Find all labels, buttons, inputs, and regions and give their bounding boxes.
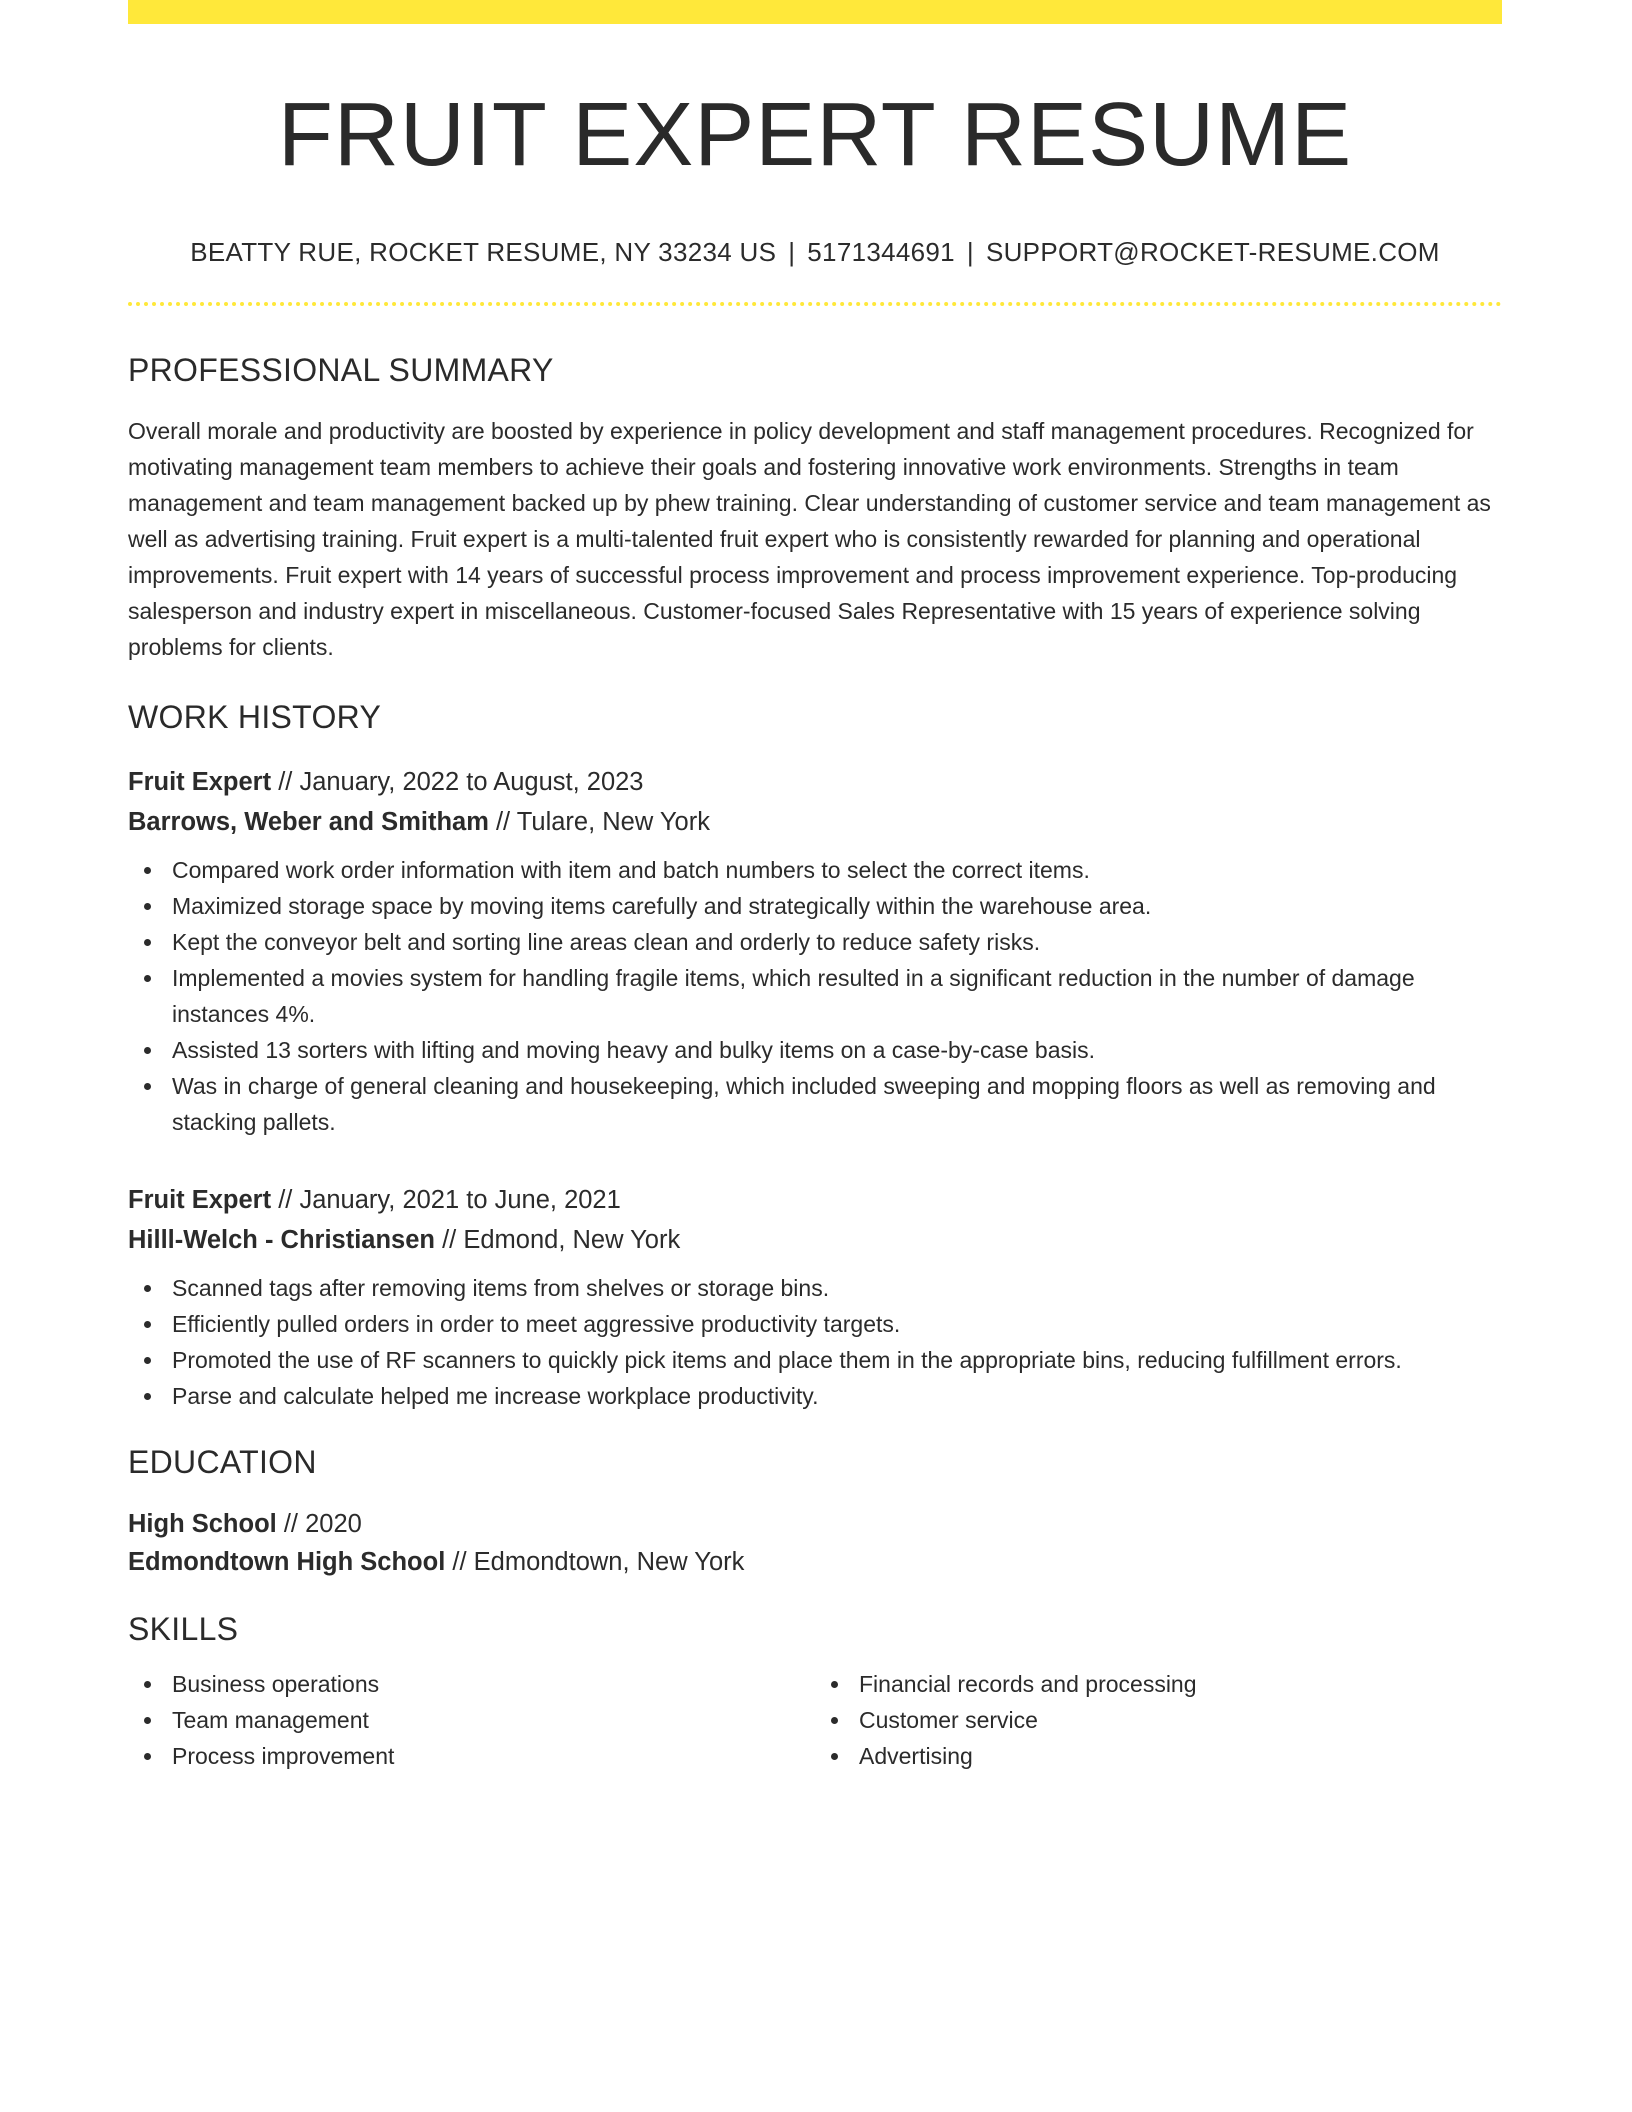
education-school: Edmondtown High School bbox=[128, 1548, 446, 1576]
resume-title: FRUIT EXPERT RESUME bbox=[277, 85, 1353, 185]
bullet-dot-icon bbox=[144, 1285, 151, 1292]
job-company: Hilll-Welch - Christiansen bbox=[128, 1226, 435, 1254]
bullet-dot-icon bbox=[144, 1083, 151, 1090]
job-title: Fruit Expert bbox=[128, 1186, 272, 1214]
list-item: Implemented a movies system for handling fragile items, which resulted in a significant reduction in the number of damage instances 4%. bbox=[172, 960, 1502, 1032]
bullet-dot-icon bbox=[144, 903, 151, 910]
job-location: // Tulare, New York bbox=[488, 808, 710, 836]
job-location: // Edmond, New York bbox=[435, 1226, 681, 1254]
skills-grid bbox=[128, 1666, 1502, 1774]
job-title: Fruit Expert bbox=[128, 768, 272, 796]
bullet-dot-icon bbox=[144, 1717, 151, 1724]
education-degree-line bbox=[128, 1505, 1502, 1543]
bullet-dot-icon bbox=[831, 1717, 838, 1724]
contact-separator: | bbox=[966, 237, 974, 267]
job-dates: // January, 2022 to August, 2023 bbox=[271, 768, 644, 796]
contact-separator: | bbox=[788, 237, 796, 267]
contact-address: BEATTY RUE, ROCKET RESUME, NY 33234 US bbox=[190, 237, 777, 267]
job-company-line bbox=[128, 802, 1502, 842]
job-entry bbox=[128, 762, 1502, 1140]
skill-item: Financial records and processing bbox=[859, 1666, 1502, 1702]
skill-item: Customer service bbox=[859, 1702, 1502, 1738]
bullet-dot-icon bbox=[831, 1681, 838, 1688]
education-location: // Edmondtown, New York bbox=[445, 1548, 745, 1576]
resume-page bbox=[128, 0, 1502, 1774]
contact-email: SUPPORT@ROCKET-RESUME.COM bbox=[985, 237, 1440, 267]
list-item: Compared work order information with item and batch numbers to select the correct items. bbox=[172, 852, 1502, 888]
skills-column-right bbox=[815, 1666, 1502, 1774]
job-bullets bbox=[128, 1270, 1502, 1414]
skills-list bbox=[815, 1666, 1502, 1774]
skill-item: Advertising bbox=[859, 1738, 1502, 1774]
bullet-dot-icon bbox=[831, 1753, 838, 1760]
bullet-dot-icon bbox=[144, 939, 151, 946]
list-item: Kept the conveyor belt and sorting line areas clean and orderly to reduce safety risks. bbox=[172, 924, 1502, 960]
education-degree: High School bbox=[128, 1510, 277, 1538]
bullet-dot-icon bbox=[144, 975, 151, 982]
contact-line bbox=[128, 237, 1502, 268]
list-item: Scanned tags after removing items from shelves or storage bins. bbox=[172, 1270, 1502, 1306]
job-title-line bbox=[128, 762, 1502, 802]
bullet-dot-icon bbox=[144, 1753, 151, 1760]
job-bullets bbox=[128, 852, 1502, 1140]
bullet-dot-icon bbox=[144, 1681, 151, 1688]
list-item: Efficiently pulled orders in order to meet aggressive productivity targets. bbox=[172, 1306, 1502, 1342]
bullet-dot-icon bbox=[144, 1357, 151, 1364]
bullet-dot-icon bbox=[144, 867, 151, 874]
list-item: Was in charge of general cleaning and housekeeping, which included sweeping and mopping floors as well as removing and stacking pallets. bbox=[172, 1068, 1502, 1140]
job-dates: // January, 2021 to June, 2021 bbox=[271, 1186, 621, 1214]
bullet-dot-icon bbox=[144, 1047, 151, 1054]
contact-phone: 5171344691 bbox=[807, 237, 955, 267]
bullet-dot-icon bbox=[144, 1321, 151, 1328]
skills-heading: SKILLS bbox=[128, 1611, 239, 1647]
work-history-heading: WORK HISTORY bbox=[128, 699, 382, 735]
dotted-divider bbox=[128, 302, 1502, 306]
job-company: Barrows, Weber and Smitham bbox=[128, 808, 489, 836]
list-item: Assisted 13 sorters with lifting and moving heavy and bulky items on a case-by-case basis. bbox=[172, 1032, 1502, 1068]
education-year: // 2020 bbox=[276, 1510, 362, 1538]
accent-top-bar bbox=[128, 0, 1502, 24]
list-item: Maximized storage space by moving items carefully and strategically within the warehouse area. bbox=[172, 888, 1502, 924]
job-company-line bbox=[128, 1220, 1502, 1260]
education-entry bbox=[128, 1505, 1502, 1581]
list-item: Promoted the use of RF scanners to quickly pick items and place them in the appropriate bins, reducing fulfillment errors. bbox=[172, 1342, 1502, 1378]
summary-text: Overall morale and productivity are boosted by experience in policy development and staff management procedures. Recognized for motivating management team members to achieve their goals and fostering innovative work environments. Strengths in team management and team management backed up by phew training. Clear understanding of customer service and team management as well as advertising training. Fruit expert is a multi-talented fruit expert who is consistently rewarded for planning and operational improvements. Fruit expert with 14 years of successful process improvement and process improvement experience. Top-producing salesperson and industry expert in miscellaneous. Customer-focused Sales Representative with 15 years of experience solving problems for clients. bbox=[128, 418, 1491, 660]
job-title-line bbox=[128, 1180, 1502, 1220]
bullet-dot-icon bbox=[144, 1393, 151, 1400]
job-entry bbox=[128, 1180, 1502, 1414]
skills-column-left bbox=[128, 1666, 815, 1774]
summary-heading: PROFESSIONAL SUMMARY bbox=[128, 352, 554, 388]
skill-item: Process improvement bbox=[172, 1738, 815, 1774]
skill-item: Team management bbox=[172, 1702, 815, 1738]
list-item: Parse and calculate helped me increase workplace productivity. bbox=[172, 1378, 1502, 1414]
education-heading: EDUCATION bbox=[128, 1444, 317, 1480]
education-school-line bbox=[128, 1543, 1502, 1581]
skill-item: Business operations bbox=[172, 1666, 815, 1702]
skills-list bbox=[128, 1666, 815, 1774]
